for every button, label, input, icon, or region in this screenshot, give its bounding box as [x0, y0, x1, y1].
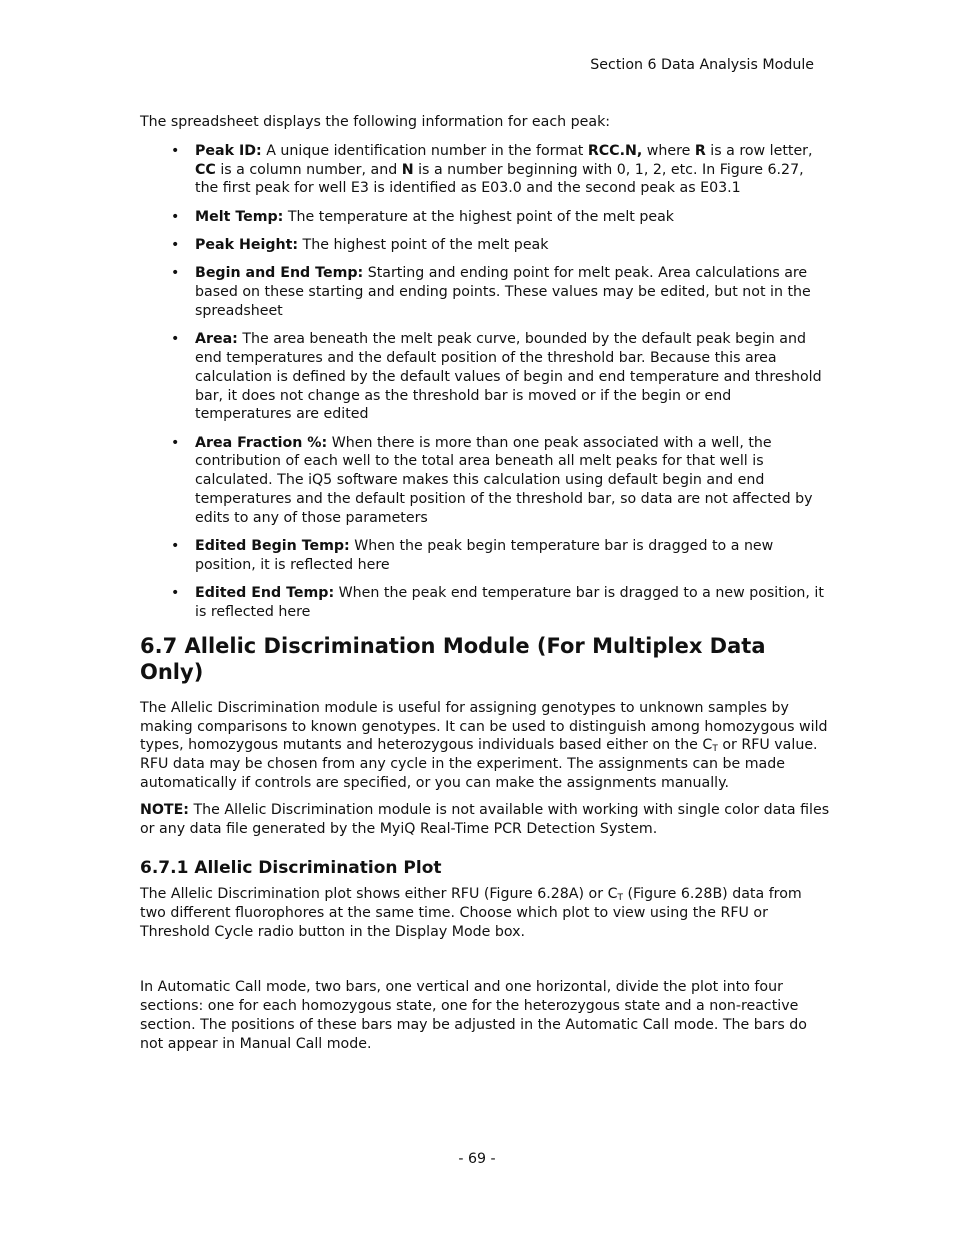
- term-label: Begin and End Temp:: [195, 265, 364, 282]
- term-label: Area Fraction %:: [195, 434, 328, 451]
- note-label: NOTE:: [140, 802, 189, 819]
- section-paragraph: [140, 699, 830, 793]
- row-letter-code: R: [694, 142, 706, 159]
- item-text: is a column number, and: [215, 161, 402, 178]
- term-label: Edited Begin Temp:: [195, 538, 350, 555]
- note-paragraph: [140, 801, 830, 839]
- item-text: The area beneath the melt peak curve, bounded by the default peak begin and end temperatures and the default position of the threshold bar. Because this area calculation is defined by the default values of begin and end temperature and threshold bar, it does not change as the threshold bar is moved or if the begin or end temperatures are edited: [195, 331, 822, 423]
- item-text: When the peak end temperature bar is dragged to a new position, it is reflected here: [195, 585, 824, 621]
- paragraph-text: or RFU value. RFU data may be chosen from any cycle in the experiment. The assignments can be made automatically if controls are specified, or you can make the assignments manually.: [140, 737, 818, 792]
- automatic-call-paragraph: In Automatic Call mode, two bars, one vertical and one horizontal, divide the plot into four sections: one for each homozygous state, one for the heterozygous state and a non-reactive section. The positions of these bars may be adjusted in the Automatic Call mode. The bars do not appear in Manual Call mode.: [140, 979, 807, 1052]
- subscript: T: [712, 744, 718, 755]
- bullet-icon: •: [171, 236, 180, 253]
- column-number-code: CC: [195, 161, 216, 178]
- bullet-icon: •: [171, 265, 180, 282]
- term-label: Area:: [195, 331, 238, 348]
- paragraph-text: The Allelic Discrimination module is useful for assigning genotypes to unknown samples by making comparisons to known genotypes. It can be used to distinguish among homozygous wild types, homozygous mutants and heterozygous individuals based either on the C: [140, 699, 828, 754]
- subsection-heading: 6.7.1 Allelic Discrimination Plot: [140, 858, 442, 878]
- page-content: [140, 113, 830, 1062]
- term-label: Edited End Temp:: [195, 585, 335, 602]
- page-number: - 69 -: [458, 1151, 496, 1167]
- item-text: is a row letter,: [705, 142, 813, 159]
- term-label: Melt Temp:: [195, 208, 284, 225]
- item-text: When there is more than one peak associated with a well, the contribution of each well to the total area beneath all melt peaks for that well is calculated. The iQ5 software makes this calculation using default begin and end temperatures and the default position of the threshold bar, so data are not affected by edits to any of those parameters: [195, 434, 813, 526]
- note-text: The Allelic Discrimination module is not available with working with single color data files or any data file generated by the MyiQ Real-Time PCR Detection System.: [140, 802, 830, 838]
- list-item-peak-height: [140, 236, 830, 255]
- list-item-begin-end-temp: [140, 264, 830, 320]
- section-heading: 6.7 Allelic Discrimination Module (For Multiplex Data Only): [140, 633, 766, 684]
- term-label: Peak ID:: [195, 142, 262, 159]
- list-item-area: [140, 330, 830, 424]
- list-item-edited-end-temp: [140, 584, 830, 622]
- running-header: Section 6 Data Analysis Module: [590, 57, 814, 73]
- bullet-icon: •: [171, 434, 180, 451]
- subscript: T: [617, 893, 623, 903]
- intro-paragraph: The spreadsheet displays the following information for each peak:: [140, 114, 611, 130]
- list-item-melt-temp: [140, 208, 830, 227]
- format-code: RCC.N,: [587, 142, 643, 159]
- item-text: When the peak begin temperature bar is dragged to a new position, it is reflected here: [195, 538, 774, 573]
- bullet-icon: •: [171, 538, 180, 555]
- list-item-peak-id: [140, 142, 830, 198]
- item-text: where: [642, 142, 695, 159]
- item-text: A unique identification number in the format: [261, 142, 588, 159]
- bullet-icon: •: [171, 142, 180, 159]
- item-text: is a number beginning with 0, 1, 2, etc. In Figure 6.27, the first peak for well E3 is identified as E03.0 and the second peak as E03.1: [195, 161, 804, 197]
- bullet-icon: •: [171, 585, 180, 602]
- item-text: The temperature at the highest point of the melt peak: [283, 208, 675, 225]
- subsection-paragraph: [140, 885, 830, 941]
- peak-info-list: [140, 142, 830, 622]
- bullet-icon: •: [171, 208, 180, 225]
- list-item-area-fraction: [140, 434, 830, 528]
- bullet-icon: •: [171, 331, 180, 348]
- term-label: Peak Height:: [195, 236, 299, 253]
- paragraph-text: (Figure 6.28B) data from two different fluorophores at the same time. Choose which plot to view using the RFU or Threshold Cycle radio button in the Display Mode box.: [140, 886, 802, 940]
- number-code: N: [401, 161, 414, 178]
- item-text: The highest point of the melt peak: [298, 236, 549, 253]
- item-text: Starting and ending point for melt peak. Area calculations are based on these starting and ending points. These values may be edited, but not in the spreadsheet: [195, 265, 811, 319]
- list-item-edited-begin-temp: [140, 537, 830, 575]
- paragraph-text: The Allelic Discrimination plot shows either RFU (Figure 6.28A) or C: [140, 886, 618, 902]
